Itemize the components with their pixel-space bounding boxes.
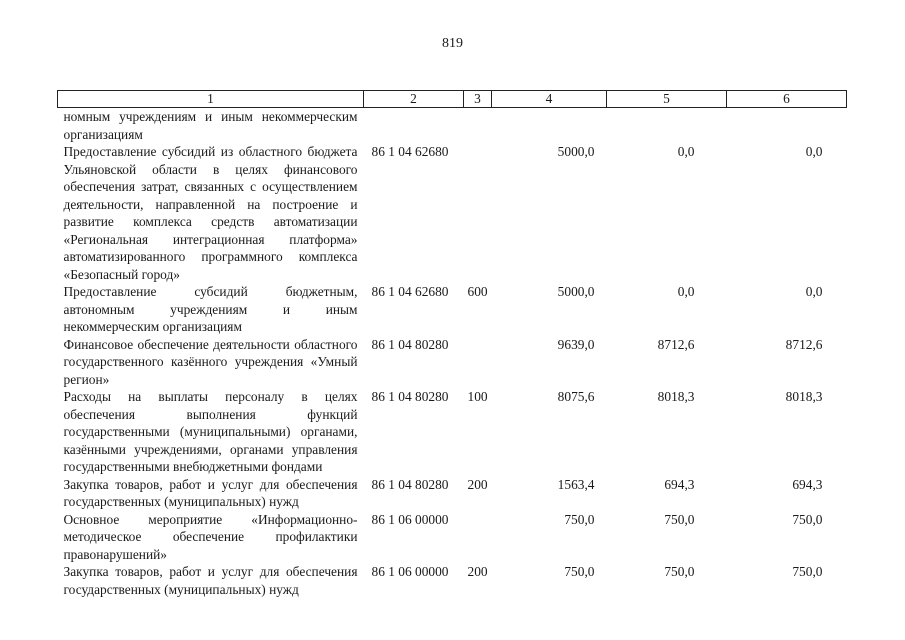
row-value-col6: 8712,6 bbox=[785, 336, 823, 352]
page-number: 819 bbox=[442, 36, 463, 51]
row-code: 86 1 04 80280 bbox=[371, 389, 449, 404]
row-description: Расходы на выплаты персоналу в целях обеспечения выполнения функций государственными (муниципальными) органами, казёнными учреждениями, органами управления государственными внебюджетными фондами bbox=[63, 389, 358, 474]
row-expense-type: 600 bbox=[467, 284, 488, 299]
row-expense-type: 200 bbox=[467, 476, 488, 492]
row-description: Предоставление субсидий из областного бюджета Ульяновской области в целях финансового обеспечения затрат, связанных с осуществлением деятельности, направленной на построение и развитие комплекса средств автоматизации «Региональная интеграционная платформа» автоматизированного программного комплекса «Безопасный город» bbox=[63, 144, 358, 282]
row-code bbox=[364, 108, 464, 144]
header-col-3: 3 bbox=[464, 91, 492, 108]
row-code: 86 1 04 62680 bbox=[371, 144, 449, 159]
row-code: 86 1 04 80280 bbox=[371, 476, 449, 492]
row-value-col6 bbox=[727, 108, 847, 144]
row-code: 86 1 04 62680 bbox=[371, 284, 449, 299]
row-code: 86 1 04 80280 bbox=[371, 336, 449, 352]
row-value-col4 bbox=[492, 108, 607, 144]
row-expense-type: 100 bbox=[467, 389, 488, 404]
row-value-col4: 8075,6 bbox=[557, 389, 595, 404]
row-description: Финансовое обеспечение деятельности областного государственного казённого учреждения «Умный регион» bbox=[63, 336, 358, 387]
table-header bbox=[58, 91, 847, 108]
row-value-col4: 5000,0 bbox=[557, 144, 595, 159]
table-row bbox=[58, 476, 847, 511]
row-value-col6: 0,0 bbox=[805, 144, 823, 159]
row-value-col6: 8018,3 bbox=[785, 389, 823, 404]
row-expense-type bbox=[464, 108, 492, 144]
row-value-col6: 694,3 bbox=[792, 476, 823, 492]
row-value-col6: 750,0 bbox=[792, 511, 823, 527]
row-expense-type: 200 bbox=[467, 564, 488, 579]
header-col-2: 2 bbox=[364, 91, 464, 108]
table-row bbox=[58, 143, 847, 283]
header-row bbox=[58, 91, 847, 108]
row-value-col4: 750,0 bbox=[564, 564, 595, 579]
row-code: 86 1 06 00000 bbox=[371, 564, 449, 579]
row-value-col6: 0,0 bbox=[805, 284, 823, 299]
row-value-col4: 1563,4 bbox=[557, 476, 595, 492]
row-value-col5: 8712,6 bbox=[657, 336, 695, 352]
row-value-col4: 5000,0 bbox=[557, 284, 595, 299]
table-row bbox=[58, 511, 847, 564]
header-col-6: 6 bbox=[727, 91, 847, 108]
table-body bbox=[58, 108, 847, 599]
table-row bbox=[58, 283, 847, 336]
row-code: 86 1 06 00000 bbox=[371, 511, 449, 527]
row-description: номным учреждениям и иным некоммерческим организациям bbox=[63, 109, 358, 142]
row-value-col5: 8018,3 bbox=[657, 389, 695, 404]
row-value-col5: 694,3 bbox=[664, 476, 695, 492]
row-expense-type bbox=[464, 143, 492, 283]
table-row bbox=[58, 108, 847, 144]
row-value-col4: 9639,0 bbox=[557, 336, 595, 352]
header-col-1: 1 bbox=[58, 91, 364, 108]
row-expense-type bbox=[464, 336, 492, 389]
header-col-5: 5 bbox=[607, 91, 727, 108]
row-value-col4: 750,0 bbox=[564, 511, 595, 527]
row-value-col5: 0,0 bbox=[677, 144, 695, 159]
row-description: Закупка товаров, работ и услуг для обеспечения государственных (муниципальных) нужд bbox=[63, 564, 358, 597]
table-row bbox=[58, 336, 847, 389]
row-value-col5: 750,0 bbox=[664, 564, 695, 579]
header-col-4: 4 bbox=[492, 91, 607, 108]
table-row bbox=[58, 563, 847, 598]
row-value-col5: 0,0 bbox=[677, 284, 695, 299]
row-expense-type bbox=[464, 511, 492, 564]
table-row bbox=[58, 388, 847, 476]
row-description: Закупка товаров, работ и услуг для обеспечения государственных (муниципальных) нужд bbox=[63, 476, 358, 509]
row-value-col5 bbox=[607, 108, 727, 144]
budget-table bbox=[57, 90, 847, 598]
row-value-col6: 750,0 bbox=[792, 564, 823, 579]
row-value-col5: 750,0 bbox=[664, 511, 695, 527]
row-description: Основное мероприятие «Информационно-методическое обеспечение профилактики правонарушений» bbox=[63, 511, 358, 562]
row-description: Предоставление субсидий бюджетным, автономным учреждениям и иным некоммерческим организациям bbox=[63, 284, 358, 334]
